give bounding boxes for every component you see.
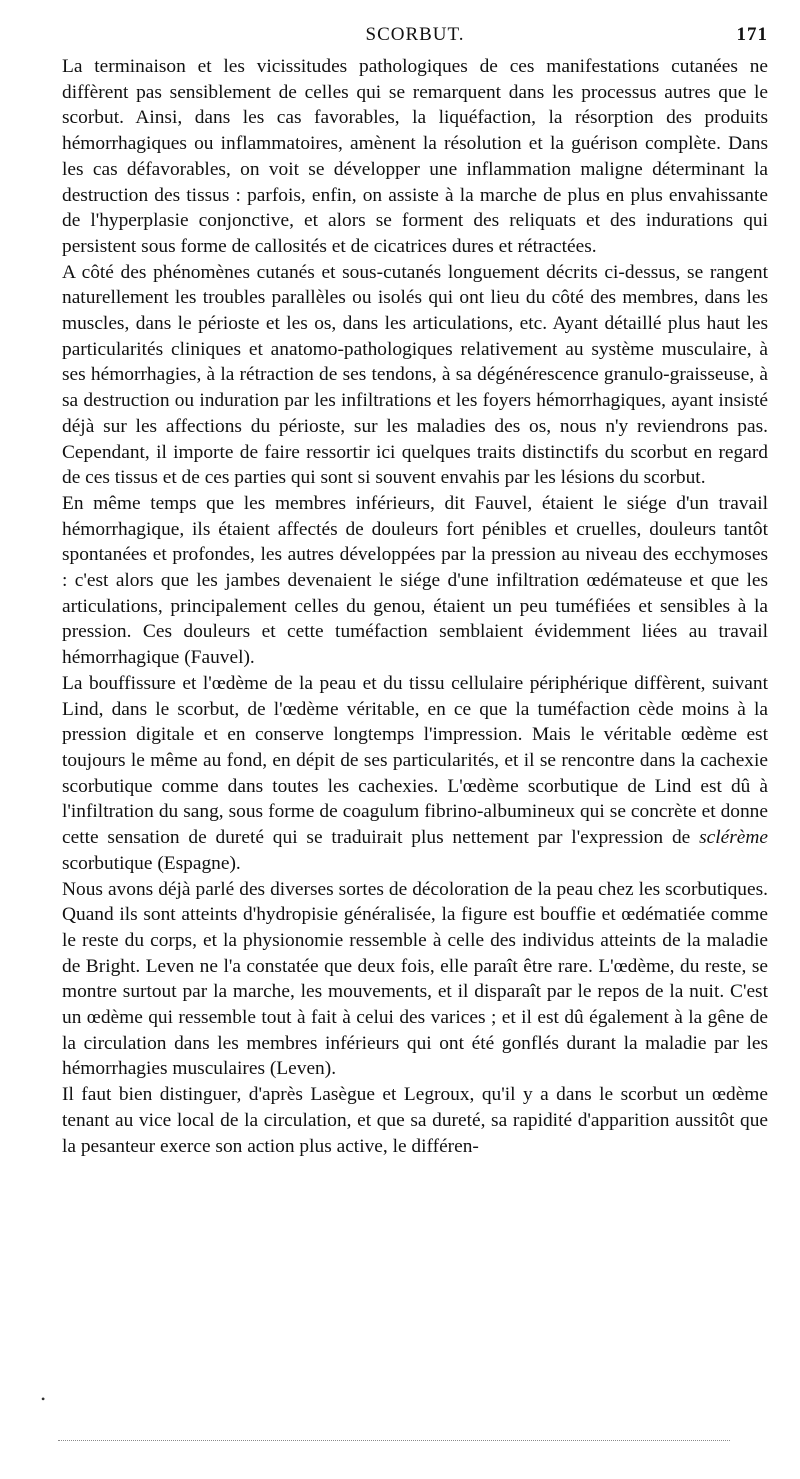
book-page <box>62 24 768 1159</box>
paragraph-3: En même temps que les membres inférieurs, dit Fauvel, étaient le siége d'un travail hémorrhagique, ils étaient affectés de douleurs fort pénibles et cruelles, douleurs tantôt spontanées et profondes, les autres développées par la pression au niveau des ecchymoses : c'est alors que les jambes devenaient le siége d'une infiltration œdémateuse et que les articulations, principalement celles du genou, étaient un peu tuméfiées et sensibles à la pression. Ces douleurs et cette tuméfaction semblaient évidemment liées au travail hémorrhagique (Fauvel). <box>62 492 768 669</box>
paragraph-4 <box>62 671 768 877</box>
footer-mark: • <box>41 1392 46 1406</box>
paragraph-1: La terminaison et les vicissitudes pathologiques de ces manifestations cutanées ne diffèrent pas sensiblement de celles qui se remarquent dans les processus autres que le scorbut. Ainsi, dans les cas favorables, la liquéfaction, la résorption des produits hémorrhagiques ou inflammatoires, amènent la résolution et la guérison complète. Dans les cas défavorables, on voit se développer une inflammation maligne déterminant la destruction des tissus : parfois, enfin, on assiste à la marche de plus en plus envahissante de l'hyperplasie conjonctive, et alors se forment des reliquats et des indurations qui persistent sous forme de callosités et de cicatrices dures et rétractées. <box>62 56 768 257</box>
running-head <box>62 24 768 54</box>
paragraph-5: Nous avons déjà parlé des diverses sortes de décoloration de la peau chez les scorbutiques. Quand ils sont atteints d'hydropisie généralisée, la figure est bouffie et œdématiée comme le reste du corps, et la physionomie ressemble à celle des individus atteints de la maladie de Bright. Leven ne l'a constatée que deux fois, elle paraît être rare. L'œdème, du reste, se montre surtout par la marche, les mouvements, et il disparaît par le repos de la nuit. C'est un œdème qui ressemble tout à fait à celui des varices ; et il est dû également à la gêne de la circulation dans les membres inférieurs qui ont été gonflés durant la maladie par les hémorrhagies musculaires (Leven). <box>62 878 768 1080</box>
paragraph-4-text-after: scorbutique (Espagne). <box>62 852 241 874</box>
paragraph-4-text-before: La bouffissure et l'œdème de la peau et du tissu cellulaire périphérique diffèrent, suivant Lind, dans le scorbut, de l'œdème véritable, en ce que la tuméfaction cède moins à la pression digitale et en conserve longtemps l'impression. Mais le véritable œdème est toujours le même au fond, en dépit de ses particularités, et il se rencontre dans la cachexie scorbutique comme dans toutes les cachexies. L'œdème scorbutique de Lind est dû à l'infiltration du sang, sous forme de coagulum fibrino-albumineux qui se concrète et donne cette sensation de dureté qui se traduirait plus nettement par l'expression de <box>62 672 768 849</box>
paragraph-6: Il faut bien distinguer, d'après Lasègue et Legroux, qu'il y a dans le scorbut un œdème tenant au vice local de la circulation, et que sa dureté, sa rapidité d'apparition aussitôt que la pesanteur exerce son action plus active, le différen- <box>62 1084 768 1157</box>
paragraph-4-italic-term: sclérème <box>699 827 768 849</box>
footer-rule <box>58 1440 730 1441</box>
page-number: 171 <box>736 24 768 45</box>
running-title: SCORBUT. <box>365 24 465 45</box>
paragraph-2: A côté des phénomènes cutanés et sous-cutanés longuement décrits ci-dessus, se rangent naturellement les troubles parallèles ou isolés qui ont lieu du côté des membres, dans les muscles, dans le périoste et les os, dans les articulations, etc. Ayant détaillé plus haut les particularités cliniques et anatomo-pathologiques relativement au système musculaire, à ses hémorrhagies, à la rétraction de ses tendons, à sa dégénérescence granulo-graisseuse, à sa destruction ou induration par les infiltrations et les foyers hémorrhagiques, ayant insisté déjà sur les affections du périoste, sur les maladies des os, nous n'y reviendrons pas. Cependant, il importe de faire ressortir ici quelques traits distinctifs du scorbut en regard de ces tissus et de ces parties qui sont si souvent envahis par les lésions du scorbut. <box>62 261 768 489</box>
body-text <box>62 54 768 1159</box>
